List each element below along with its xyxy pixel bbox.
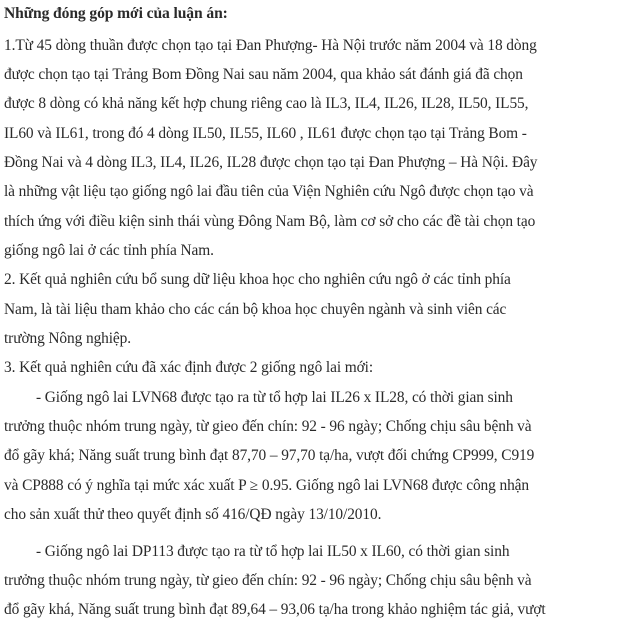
paragraph-line: đổ gãy khá; Năng suất trung bình đạt 87,70 – 97,70 tạ/ha, vượt đối chứng CP999, C919	[4, 447, 535, 464]
paragraph-line: giống ngô lai ở các tỉnh phía Nam.	[4, 242, 214, 259]
bullet-line: - Giống ngô lai LVN68 được tạo ra từ tổ hợp lai IL26 x IL28, có thời gian sinh	[36, 389, 513, 406]
bullet-line: - Giống ngô lai DP113 được tạo ra từ tổ hợp lai IL50 x IL60, có thời gian sinh	[36, 543, 510, 560]
paragraph-line: 3. Kết quả nghiên cứu đã xác định được 2 giống ngô lai mới:	[4, 359, 373, 376]
paragraph-line: và CP888 có ý nghĩa tại mức xác xuất P ≥ 0.95. Giống ngô lai LVN68 được công nhận	[4, 477, 530, 494]
paragraph-line: trưởng thuộc nhóm trung ngày, từ gieo đến chín: 92 - 96 ngày; Chống chịu sâu bệnh và	[4, 418, 532, 435]
paragraph-line: được 8 dòng có khả năng kết hợp chung riêng cao là IL3, IL4, IL26, IL28, IL50, IL55,	[4, 95, 529, 112]
paragraph-line: Đồng Nai và 4 dòng IL3, IL4, IL26, IL28 được chọn tạo tại Đan Phượng – Hà Nội. Đây	[4, 154, 538, 171]
paragraph-line: IL60 và IL61, trong đó 4 dòng IL50, IL55, IL60 , IL61 được chọn tạo tại Trảng Bom -	[4, 125, 527, 142]
paragraph-line: đổ gãy khá, Năng suất trung bình đạt 89,64 – 93,06 tạ/ha trong khảo nghiệm tác giả, vượt	[4, 601, 546, 618]
paragraph-line: trưởng thuộc nhóm trung ngày, từ gieo đến chín: 92 - 96 ngày; Chống chịu sâu bệnh và	[4, 572, 532, 589]
paragraph-line: 2. Kết quả nghiên cứu bổ sung dữ liệu khoa học cho nghiên cứu ngô ở các tỉnh phía	[4, 271, 511, 288]
paragraph-line: thích ứng với điều kiện sinh thái vùng Đông Nam Bộ, làm cơ sở cho các đề tài chọn tạo	[4, 213, 536, 230]
paragraph-line: Nam, là tài liệu tham khảo cho các cán bộ khoa học chuyên ngành và sinh viên các	[4, 301, 507, 318]
paragraph-line: 1.Từ 45 dòng thuần được chọn tạo tại Đan Phượng- Hà Nội trước năm 2004 và 18 dòng	[4, 37, 537, 54]
paragraph-line: là những vật liệu tạo giống ngô lai đầu tiên của Viện Nghiên cứu Ngô được chọn tạo và	[4, 183, 534, 200]
section-heading: Những đóng góp mới của luận án:	[4, 5, 228, 22]
paragraph-line: cho sản xuất thử theo quyết định số 416/QĐ ngày 13/10/2010.	[4, 506, 382, 523]
paragraph-line: được chọn tạo tại Trảng Bom Đồng Nai sau năm 2004, qua khảo sát đánh giá đã chọn	[4, 66, 523, 83]
paragraph-line: trường Nông nghiệp.	[4, 330, 132, 347]
